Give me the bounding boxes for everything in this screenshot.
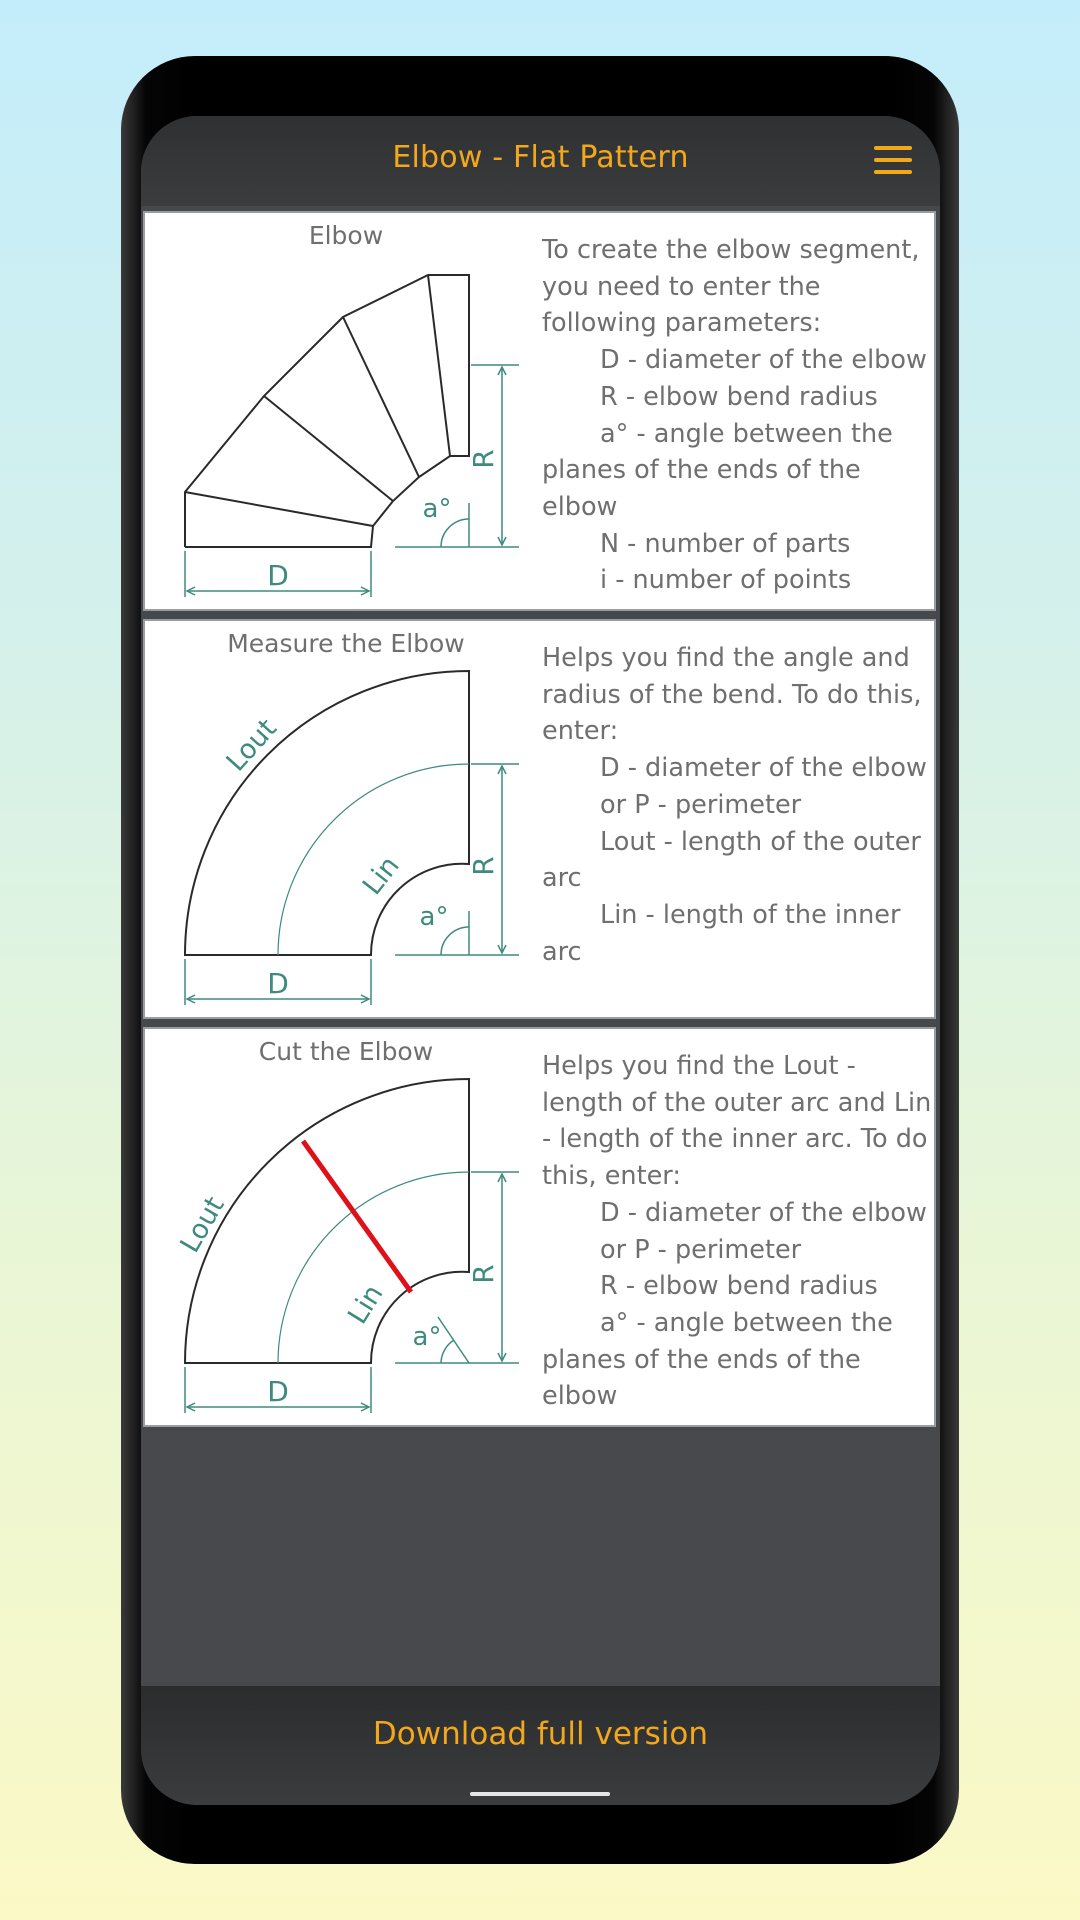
description-line: R - elbow bend radius bbox=[600, 381, 878, 412]
description-line: arc bbox=[542, 936, 582, 967]
description-line: enter: bbox=[542, 716, 619, 747]
description-line: this, enter: bbox=[542, 1161, 681, 1192]
angle-label: a° bbox=[412, 1322, 442, 1352]
description-line: elbow bbox=[542, 491, 618, 522]
bottom-bar bbox=[141, 1686, 940, 1805]
description-line: you need to enter the bbox=[542, 271, 821, 302]
description-line: D - diameter of the elbow bbox=[600, 1197, 927, 1228]
radius-label: R bbox=[467, 449, 500, 469]
description-line: Lin - length of the inner bbox=[600, 899, 901, 930]
radius-label: R bbox=[467, 1264, 500, 1284]
download-full-version-button[interactable]: Download full version bbox=[372, 1716, 709, 1752]
cut-elbow-card[interactable] bbox=[143, 1027, 936, 1427]
page-title: Elbow - Flat Pattern bbox=[392, 140, 689, 175]
angle-label: a° bbox=[422, 494, 452, 524]
elbow-card[interactable] bbox=[143, 211, 936, 611]
card-title: Measure the Elbow bbox=[227, 629, 465, 658]
lin-label: Lin bbox=[356, 850, 406, 901]
card-title: Cut the Elbow bbox=[258, 1037, 434, 1066]
description-line: i - number of points bbox=[600, 565, 852, 596]
empty-content-area bbox=[141, 1433, 940, 1686]
app-screen bbox=[141, 116, 940, 1805]
home-indicator[interactable] bbox=[470, 1792, 610, 1796]
description-line: length of the outer arc and Lin bbox=[542, 1087, 932, 1118]
cut-elbow-diagram bbox=[145, 1029, 545, 1425]
elbow-segments-diagram bbox=[145, 213, 545, 609]
description-line: R - elbow bend radius bbox=[600, 1271, 878, 1302]
description-line: elbow bbox=[542, 1381, 618, 1412]
description-line: radius of the bend. To do this, bbox=[542, 679, 922, 710]
description-line: N - number of parts bbox=[600, 528, 851, 559]
description-line: Helps you find the Lout - bbox=[542, 1051, 856, 1081]
measure-elbow-diagram bbox=[145, 621, 545, 1017]
diameter-label: D bbox=[267, 1375, 289, 1408]
description-line: following parameters: bbox=[542, 308, 822, 339]
card-description bbox=[542, 232, 934, 599]
measure-elbow-card[interactable] bbox=[143, 619, 936, 1019]
card-description bbox=[542, 1048, 934, 1415]
description-line: or P - perimeter bbox=[600, 789, 802, 820]
top-app-bar bbox=[141, 116, 940, 206]
lout-label: Lout bbox=[220, 713, 283, 778]
description-line: planes of the ends of the bbox=[542, 1344, 861, 1375]
hamburger-menu-icon[interactable] bbox=[874, 146, 912, 174]
description-line: a° - angle between the bbox=[600, 1307, 893, 1338]
description-line: Helps you find the angle and bbox=[542, 643, 910, 673]
lout-label: Lout bbox=[174, 1191, 231, 1258]
lin-label: Lin bbox=[342, 1279, 390, 1330]
cut-line bbox=[303, 1141, 411, 1292]
description-line: - length of the inner arc. To do bbox=[542, 1124, 928, 1155]
card-title: Elbow bbox=[308, 221, 384, 250]
description-line: arc bbox=[542, 863, 582, 894]
card-description bbox=[542, 640, 934, 970]
description-line: D - diameter of the elbow bbox=[600, 345, 927, 376]
description-line: or P - perimeter bbox=[600, 1234, 802, 1265]
description-line: Lout - length of the outer bbox=[600, 826, 921, 857]
angle-label: a° bbox=[419, 902, 449, 932]
description-line: a° - angle between the bbox=[600, 418, 893, 449]
diameter-label: D bbox=[267, 559, 289, 592]
diameter-label: D bbox=[267, 967, 289, 1000]
description-line: D - diameter of the elbow bbox=[600, 753, 927, 784]
description-line: To create the elbow segment, bbox=[542, 235, 920, 265]
radius-label: R bbox=[467, 856, 500, 876]
description-line: planes of the ends of the bbox=[542, 455, 861, 486]
